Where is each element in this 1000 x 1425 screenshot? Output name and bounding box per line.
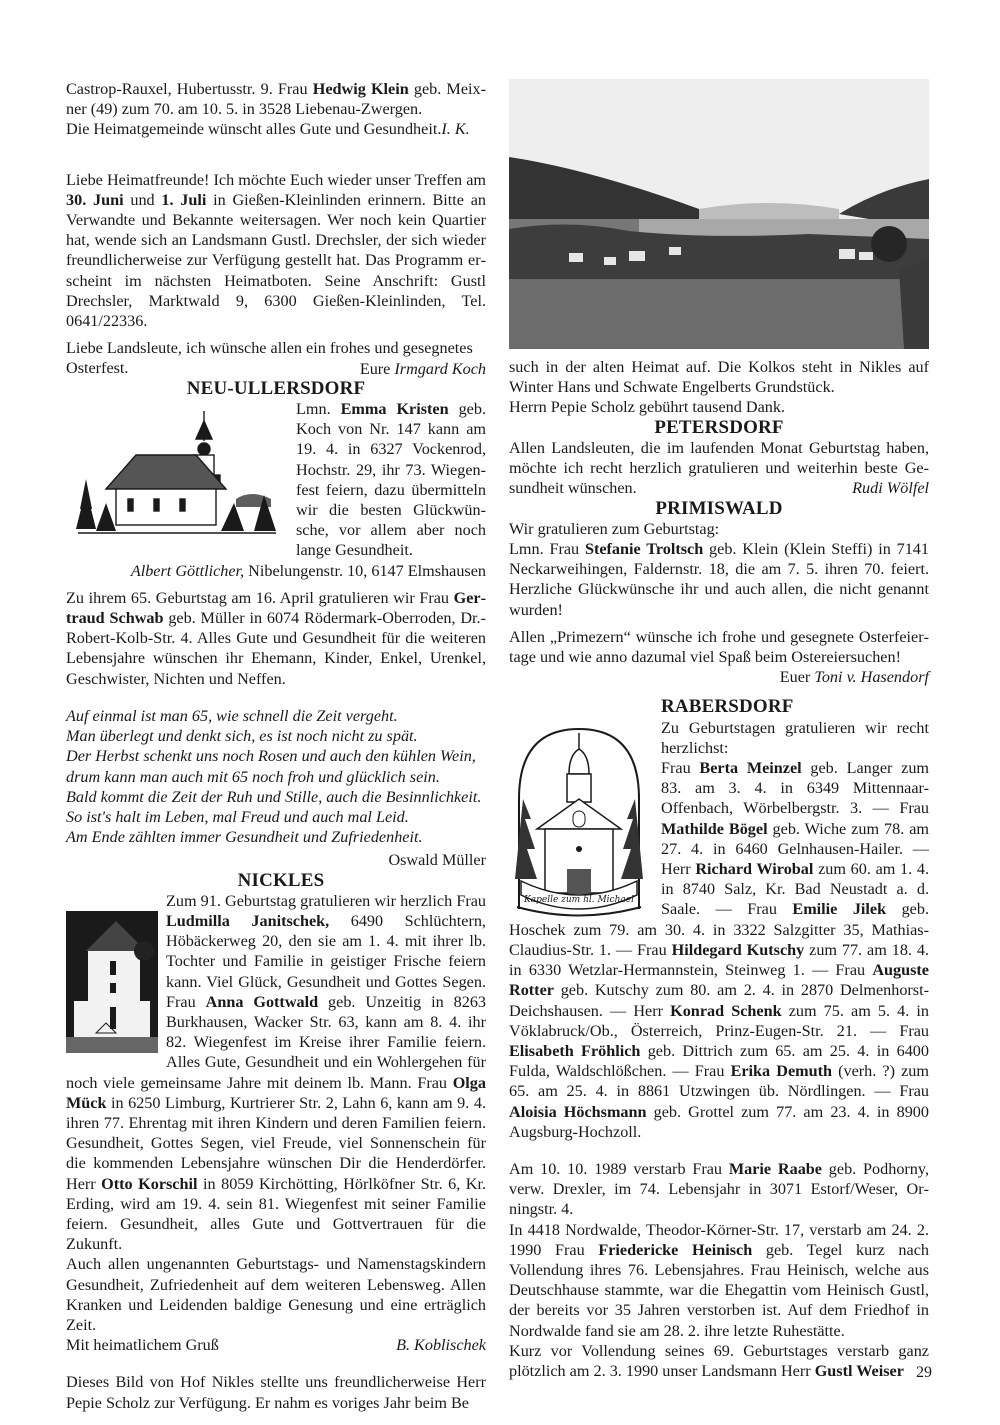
left-column bbox=[66, 79, 486, 1413]
text: Kurz vor Vollendung seines 69. Geburtstages verstarb ganz plötzlich am 2. 3. 1990 unser Landsmann Herr bbox=[509, 1341, 929, 1380]
poem-line: Auf einmal ist man 65, wie schnell die Zeit vergeht. bbox=[66, 706, 398, 725]
text: zum 75. am 5. 4. in Vöklabruck/Ob., Österreich, Prinz-Eugen-Str. 21. — Frau bbox=[509, 1001, 929, 1040]
person-name: Richard Wirobal bbox=[695, 860, 814, 879]
person-name: Gustl Weiser bbox=[814, 1361, 904, 1380]
text: zum 77. am 18. 4. in 6330 Wetzlar-Hermannstein, Steinweg 1. — Frau bbox=[509, 940, 929, 980]
signature: Irmgard Koch bbox=[394, 359, 486, 378]
person-name: Berta Meinzel bbox=[699, 759, 802, 778]
photo-continuation: such in der alten Heimat auf. Die Kolkos steht in Nikles auf Winter Hans und Schwate Engelberts Grundstück. bbox=[509, 358, 929, 397]
person-name: Friedericke Heinisch bbox=[598, 1240, 753, 1259]
poem bbox=[66, 706, 486, 847]
text: Zu ihrem 65. Geburtstag am 16. April gratulieren wir Frau bbox=[66, 588, 454, 607]
section-heading-petersdorf: PETERSDORF bbox=[654, 416, 784, 438]
section-heading-rabersdorf: RABERSDORF bbox=[661, 696, 794, 718]
page-number: 29 bbox=[916, 1364, 932, 1381]
person-name: Aloisia Höchsmann bbox=[509, 1102, 647, 1121]
petersdorf-text: Allen Landsleuten, die im laufenden Monat Geburtstag haben, möchte ich recht herzlich gratulieren und weiterhin beste Gesundheit wünschen. bbox=[509, 438, 929, 498]
text: geb. Podhorny, verw. Drexler, im 74. Lebensjahr in 3071 Estorf/Weser, Orningstr. 4. bbox=[509, 1159, 929, 1219]
schwab-birthday bbox=[66, 588, 486, 689]
poem-line: Am Ende zählten immer Gesundheit und Zufriedenheit. bbox=[66, 828, 423, 847]
text: geb. Dittrich zum 65. am 25. 4. in 6400 Fulda, Waldschlößchen. — Frau bbox=[509, 1041, 929, 1081]
person-name: Mathilde Bögel bbox=[661, 819, 768, 838]
signature: Rudi Wölfel bbox=[852, 479, 929, 498]
text: in Gießen-Kleinlinden erinnern. Bitte an Verwandte und Bekannte weitersagen. Wer noch kein Quartier hat, wende sich an Landsmann Gustl. Drechsler, der sich wieder freundlicherweise zur Verfügung gestellt hat. Das Programm erscheint im nächsten Heimatboten. Seine Anschrift: Gustl Drechsler, Marktwald 9, 6300 Gießen-Kleinlinden, Tel. 0641/22336. bbox=[66, 190, 486, 331]
person-name: Hildegard Kutschy bbox=[671, 940, 805, 959]
section-heading-nickles: NICKLES bbox=[237, 869, 325, 891]
valley-landscape-photo bbox=[509, 79, 929, 349]
person-name: Auguste Rotter bbox=[509, 961, 929, 1000]
text: Die Heimatgemeinde wünscht alles Gute und Gesundheit. bbox=[66, 120, 442, 139]
text: geb. Koch von Nr. 147 kann am 19. 4. in 6327 Vockenrod, Hochstr. 29, ihr 73. Wiegenfest feiern, dazu übermitteln wir die besten Glückwünsche, vor allem aber noch lange Gesundheit. bbox=[296, 400, 487, 560]
tower-illustration bbox=[66, 911, 158, 1053]
text: geb. Müller in 6074 Rödermark-Oberroden, Dr.-Robert-Kolb-Str. 4. Alles Gute und Gesundheit für die weiteren Lebensjahre wünschen ihr Ehemann, Kinder, Enkel, Urenkel, Geschwister, Nichten und Neffen. bbox=[66, 609, 486, 688]
church-drawing-icon bbox=[66, 399, 288, 549]
chapel-emblem bbox=[509, 719, 649, 919]
primiswald-easter: Allen „Primezern“ wünsche ich frohe und gesegnete Osterfeiertage und wie anno dazumal viel Spaß beim Ostereiersuchen! bbox=[509, 627, 929, 667]
poem-line: So ist's halt im Leben, mal Freud und auch mal Leid. bbox=[66, 807, 409, 826]
signature-line bbox=[509, 667, 929, 687]
rabersdorf-block bbox=[509, 697, 929, 1141]
text: geb. Kutschy zum 80. am 2. 4. in 2870 Delmenhorst-Deichshausen. — Herr bbox=[509, 981, 929, 1020]
primiswald-birthday bbox=[509, 539, 929, 620]
text: Am 10. 10. 1989 verstarb Frau bbox=[509, 1159, 729, 1178]
text: In 4418 Nordwalde, Theodor-Körner-Str. 17, verstarb am 24. 2. 1990 Frau bbox=[509, 1220, 929, 1259]
person-name: Hedwig Klein bbox=[312, 80, 409, 98]
signature: B. Koblischek bbox=[396, 1336, 486, 1355]
text: geb. Grottel zum 77. am 23. 4. in 8900 Augsburg-Hochzoll. bbox=[509, 1102, 929, 1141]
signature: Albert Göttlicher, bbox=[130, 561, 245, 580]
person-name: Emilie Jilek bbox=[792, 900, 887, 919]
chapel-emblem-icon bbox=[509, 719, 649, 919]
photo-thanks: Herrn Pepie Scholz gebührt tausend Dank. bbox=[509, 398, 786, 417]
person-name: Elisabeth Fröhlich bbox=[509, 1041, 641, 1060]
poem-line: Der Herbst schenkt uns noch Rosen und auch den kühlen Wein, bbox=[66, 747, 476, 766]
easter-greeting: Liebe Landsleute, ich wünsche allen ein frohes und gesegnetes Osterfest. bbox=[66, 339, 473, 378]
person-name: Emma Kristen bbox=[340, 400, 449, 419]
person-name: Otto Korschil bbox=[101, 1174, 198, 1193]
obituary-raabe bbox=[509, 1159, 929, 1220]
intro-wishes bbox=[66, 119, 486, 139]
text: geb. Unzeitig in 8263 Burkhausen, Wacker Str. 63, kann am 8. 4. ihr 82. Wiegenfest im Kreise ihrer Familie feiern. Alles Gute, Gesundheit und ein Wohlergehen für noch viele gemeinsame Jahre mit deinem lb. Mann. Frau bbox=[66, 992, 487, 1092]
person-name: Konrad Schenk bbox=[670, 1001, 782, 1020]
primiswald-intro: Wir gratulieren zum Geburtstag: bbox=[509, 519, 720, 538]
text: Zum 91. Geburtstag gratulieren wir herzlich Frau bbox=[166, 891, 486, 910]
signature-line bbox=[66, 561, 486, 581]
text: geb. Langer zum 83. am 3. 4. in 6349 Mittennaar-Offenbach, Wörbelbergstr. 3. — Frau bbox=[661, 759, 930, 818]
closing: Mit heimatlichem Gruß bbox=[66, 1336, 219, 1355]
section-heading-neu-ullersdorf: NEU-ULLERSDORF bbox=[186, 377, 366, 399]
text: Liebe Heimatfreunde! Ich möchte Euch wieder unser Treffen am bbox=[66, 170, 486, 189]
text: Euer bbox=[779, 668, 815, 687]
date: 1. Juli bbox=[161, 190, 207, 209]
text: geb. Hoschek zum 79. am 30. 4. in 3322 Salzgitter 35, Mathias-Claudius-Str. 1. — Frau bbox=[509, 900, 930, 959]
obituary-heinisch bbox=[509, 1220, 929, 1341]
meeting-announcement bbox=[66, 170, 486, 332]
text: Eure bbox=[359, 359, 395, 378]
person-name: Olga Mück bbox=[66, 1073, 486, 1112]
poem-author: Oswald Müller bbox=[388, 851, 486, 870]
rabersdorf-intro: Zu Geburtstagen gratulieren wir recht herzlichst: bbox=[661, 718, 929, 757]
emblem-caption: Kapelle zum hl. Michael bbox=[524, 895, 634, 906]
text: 6490 Schlüchtern, Höbäckerweg 20, den sie am 1. 4. mit ihrer lb. Tochter und Familie in geistiger Frische feiern kann. Viel Glück, Gesundheit und Gottes Segen. Frau bbox=[166, 911, 486, 1011]
text: in 8059 Kirchötting, Hörlköfner Str. 6, Kr. Erding, wird am 19. 4. sein 81. Wiegenfest mit seiner Familie feiern. Gesundheit, alles Gute und Gottvertrauen für die Zukunft. bbox=[66, 1174, 487, 1254]
poem-line: Man überlegt und denkt sich, es ist noch nicht zu spät. bbox=[66, 727, 418, 746]
date: 30. Juni bbox=[66, 190, 124, 209]
obituary-weiser bbox=[509, 1341, 929, 1381]
section-heading-primiswald: PRIMISWALD bbox=[655, 497, 783, 519]
signature: I. K. bbox=[441, 120, 470, 139]
text: geb. Klein (Klein Steffi) in 7141 Neckarweihingen, Faldernstr. 18, die am 7. 5. ihren 70. feiert. Herzliche Glückwünsche ihr und auch allen, die nicht genannt wurden! bbox=[509, 540, 929, 619]
church-illustration bbox=[66, 399, 288, 549]
poem-line: Bald kommt die Zeit der Ruh und Stille, auch die Besinnlichkeit. bbox=[66, 787, 482, 806]
text: geb. Meixner (49) zum 70. am 10. 5. in 3528 Liebenau-Zwergen. bbox=[66, 80, 486, 119]
person-name: Ludmilla Janitschek, bbox=[166, 911, 330, 930]
text: Frau bbox=[661, 759, 700, 778]
address: Nibelungenstr. 10, 6147 Elmshausen bbox=[244, 561, 486, 580]
signature-line bbox=[66, 359, 486, 379]
poem-line: drum kann man auch mit 65 noch froh und glücklich sein. bbox=[66, 767, 440, 786]
text: in 6250 Limburg, Kurtrierer Str. 2, Lahn 6, kann am 9. 4. ihren 77. Ehrentag mit ihren Kindern und deren Familien feiern. Gesundheit, Gottes Segen, viel Freude, viel Sonnenschein für die kommenden Lebensjahre wünschen Dir die Henderdörfer. Herr bbox=[66, 1093, 486, 1193]
text: zum 60. am 1. 4. in 8740 Salz, Kr. Bad Neustadt a. d. Saale. — Frau bbox=[661, 860, 930, 919]
right-column bbox=[509, 79, 929, 1381]
text: Castrop-Rauxel, Hubertusstr. 9. Frau bbox=[66, 80, 313, 98]
neu-ullersdorf-block bbox=[66, 399, 486, 561]
person-name: Anna Gottwald bbox=[205, 992, 319, 1011]
tower-photo-icon bbox=[66, 911, 158, 1053]
person-name: Gertraud Schwab bbox=[66, 588, 486, 628]
nickles-block bbox=[66, 891, 486, 1255]
text: Lmn. Frau bbox=[509, 540, 585, 559]
person-name: Erika Demuth bbox=[730, 1062, 833, 1081]
person-name: Marie Raabe bbox=[728, 1159, 822, 1178]
text: und bbox=[123, 190, 162, 209]
signature: Toni v. Hasendorf bbox=[814, 668, 929, 687]
text: (verh. ?) zum 65. am 25. 4. in 8861 Utzwingen üb. Nördlingen. — Frau bbox=[509, 1062, 929, 1101]
text: geb. Tegel kurz nach Vollendung ihres 76. Lebensjahres. Frau Heinisch, welche aus Deutschhause stammte, war die Ehegattin vom Heinisch Gustl, der bereits vor 35 Jahren verstorben ist. Auf dem Friedhof in Nordwalde fand sie am 28. 2. ihre letzte Ruhestätte. bbox=[509, 1240, 929, 1340]
signature-line bbox=[66, 1335, 486, 1355]
photo-credit: Dieses Bild von Hof Nikles stellte uns freundlicherweise Herr Pepie Scholz zur Verfügung. Er nahm es voriges Jahr beim Be bbox=[66, 1373, 486, 1412]
text: geb. Wiche zum 78. am 27. 4. in 6460 Gelnhausen-Hailer. — Herr bbox=[661, 819, 929, 879]
general-wishes: Auch allen ungenannten Geburtstags- und Namenstagskindern Gesundheit, Zufriedenheit auf dem weiteren Lebensweg. Allen Kranken und Leidenden baldige Genesung und eine erträglich Zeit. bbox=[66, 1255, 486, 1334]
text: Lmn. bbox=[296, 400, 341, 419]
landscape-photo-icon bbox=[509, 79, 929, 349]
person-name: Stefanie Troltsch bbox=[584, 540, 704, 559]
intro-paragraph bbox=[66, 79, 486, 119]
